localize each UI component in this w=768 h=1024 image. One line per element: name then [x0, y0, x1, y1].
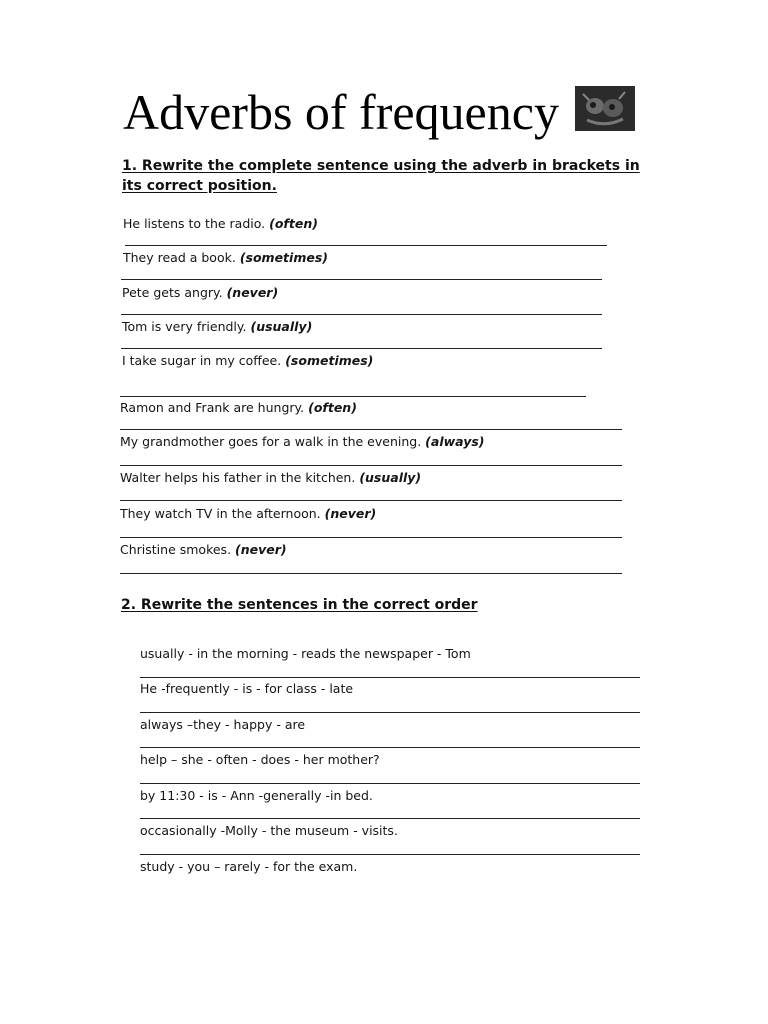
item-adverb-hint: (often)	[269, 216, 318, 231]
answer-line[interactable]	[140, 712, 640, 713]
exercise-2-item-3: always –they - happy - are	[140, 717, 306, 732]
exercise-1-item-3	[122, 285, 278, 301]
exercise-1-item-7	[120, 434, 485, 450]
item-adverb-hint: (often)	[308, 400, 357, 415]
answer-line[interactable]	[140, 783, 640, 784]
item-sentence: Tom is very friendly.	[122, 319, 247, 334]
exercise-1-item-4	[122, 319, 312, 335]
item-adverb-hint: (sometimes)	[239, 250, 328, 265]
item-adverb-hint: (never)	[226, 285, 279, 300]
exercise-1-item-10	[120, 542, 287, 558]
exercise-1-item-6	[120, 400, 357, 416]
answer-line[interactable]	[125, 245, 607, 246]
item-adverb-hint: (never)	[235, 542, 287, 557]
item-sentence: My grandmother goes for a walk in the evening.	[120, 434, 422, 449]
item-adverb-hint: (sometimes)	[285, 353, 374, 368]
item-sentence: He listens to the radio.	[123, 216, 266, 231]
item-sentence: They watch TV in the afternoon.	[120, 506, 321, 521]
item-sentence: Christine smokes.	[120, 542, 232, 557]
answer-line[interactable]	[120, 537, 622, 538]
item-sentence: Pete gets angry.	[122, 285, 223, 300]
exercise-1-item-5	[122, 353, 373, 369]
item-sentence: I take sugar in my coffee.	[122, 353, 282, 368]
answer-line[interactable]	[121, 314, 602, 315]
exercise-2-item-6: occasionally -Molly - the museum - visits.	[140, 823, 398, 838]
answer-line[interactable]	[120, 429, 622, 430]
item-adverb-hint: (always)	[425, 434, 485, 449]
answer-line[interactable]	[120, 465, 622, 466]
item-adverb-hint: (usually)	[250, 319, 313, 334]
exercise-1-item-9	[120, 506, 376, 522]
section-2-heading: 2. Rewrite the sentences in the correct order	[121, 597, 478, 613]
answer-line[interactable]	[121, 279, 602, 280]
exercise-1-item-8	[120, 470, 421, 486]
answer-line[interactable]	[140, 818, 640, 819]
item-sentence: Walter helps his father in the kitchen.	[120, 470, 356, 485]
item-adverb-hint: (never)	[324, 506, 377, 521]
answer-line[interactable]	[140, 854, 640, 855]
answer-line[interactable]	[121, 348, 602, 349]
exercise-2-item-4: help – she - often - does - her mother?	[140, 752, 380, 767]
answer-line[interactable]	[120, 396, 586, 397]
exercise-2-item-2: He -frequently - is - for class - late	[140, 681, 354, 696]
item-sentence: Ramon and Frank are hungry.	[120, 400, 305, 415]
answer-line[interactable]	[120, 573, 622, 574]
exercise-1-item-2	[123, 250, 328, 266]
answer-line[interactable]	[140, 677, 640, 678]
section-1-heading: 1. Rewrite the complete sentence using the adverb in brackets in its correct position.	[122, 158, 640, 194]
answer-line[interactable]	[120, 500, 622, 501]
exercise-1-item-1	[123, 216, 318, 232]
item-sentence: They read a book.	[123, 250, 236, 265]
answer-line[interactable]	[140, 747, 640, 748]
exercise-2-item-5: by 11:30 - is - Ann -generally -in bed.	[140, 788, 373, 803]
cartoon-clipart-icon	[575, 86, 635, 131]
exercise-2-item-7: study - you – rarely - for the exam.	[140, 859, 358, 874]
exercise-2-item-1: usually - in the morning - reads the newspaper - Tom	[140, 646, 471, 661]
page-title: Adverbs of frequency	[123, 84, 559, 140]
item-adverb-hint: (usually)	[359, 470, 422, 485]
